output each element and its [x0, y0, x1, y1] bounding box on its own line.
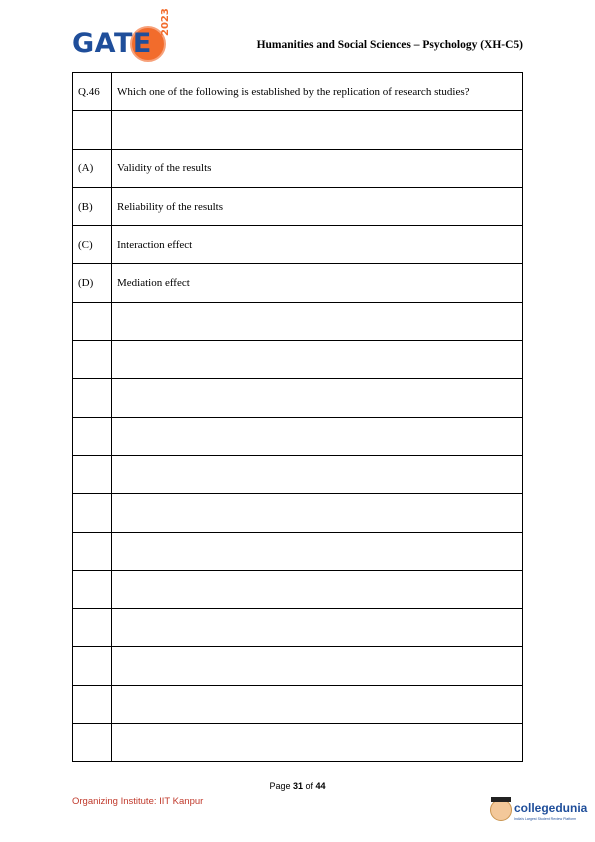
question-table [72, 72, 523, 762]
collegedunia-logo [490, 797, 590, 833]
question-row [73, 73, 523, 111]
blank-row [73, 685, 523, 723]
option-row [73, 226, 523, 264]
option-text: Interaction effect [112, 226, 523, 264]
blank-row [73, 724, 523, 762]
blank-row [73, 379, 523, 417]
brand-name: collegedunia [514, 801, 588, 815]
gate-logo [72, 8, 182, 70]
brand-tagline: India's Largest Student Review Platform [514, 817, 577, 821]
blank-row [73, 111, 523, 149]
page-current: 31 [292, 781, 303, 791]
option-text: Validity of the results [112, 149, 523, 187]
gate-logo-year: 2023 [160, 8, 171, 36]
mascot-face-icon [490, 799, 512, 821]
blank-row [73, 455, 523, 493]
blank-row [73, 302, 523, 340]
option-label: (B) [73, 187, 112, 225]
graduation-cap-icon [491, 797, 511, 802]
page-total: 44 [315, 781, 326, 791]
blank-row [73, 647, 523, 685]
page-of: of [303, 781, 316, 791]
page-prefix: Page [269, 781, 293, 791]
option-row [73, 264, 523, 302]
question-number: Q.46 [73, 73, 112, 111]
option-text: Mediation effect [112, 264, 523, 302]
page-number [0, 781, 595, 791]
option-row [73, 187, 523, 225]
gate-logo-text: GATE [72, 28, 152, 59]
blank-row [73, 417, 523, 455]
blank-row [73, 609, 523, 647]
question-text: Which one of the following is established by the replication of research studies? [112, 73, 523, 111]
paper-title: Humanities and Social Sciences – Psychology (XH-C5) [256, 39, 523, 51]
option-label: (D) [73, 264, 112, 302]
option-label: (A) [73, 149, 112, 187]
blank-row [73, 532, 523, 570]
option-label: (C) [73, 226, 112, 264]
blank-row [73, 341, 523, 379]
option-text: Reliability of the results [112, 187, 523, 225]
blank-row [73, 494, 523, 532]
organizing-institute: Organizing Institute: IIT Kanpur [72, 796, 204, 807]
blank-row [73, 570, 523, 608]
option-row [73, 149, 523, 187]
